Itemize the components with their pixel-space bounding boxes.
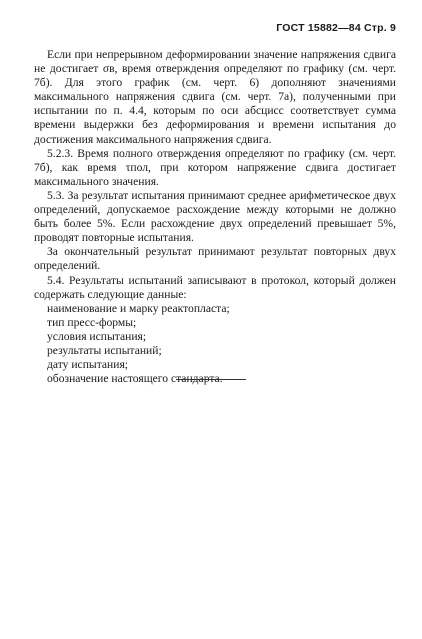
list-item: наименование и марку реактопласта; [47, 301, 230, 315]
paragraph-5-3: 5.3. За результат испытания принимают среднее арифметическое двух определений, допускаемое расхождение между которыми не должно быть более 5%. Если расхождение двух определений превышает 5%, проводят повторные испытания. [34, 188, 396, 245]
list-item: обозначение настоящего стандарта. [47, 372, 223, 386]
list-item: тип пресс-формы; [47, 315, 137, 329]
list-item: условия испытания; [47, 329, 147, 343]
paragraph-final-result: За окончательный результат принимают результат повторных двух определений. [34, 245, 396, 273]
list-item: результаты испытаний; [47, 343, 162, 357]
end-of-text-rule [176, 379, 246, 380]
paragraph-5-4: 5.4. Результаты испытаний записывают в протокол, который должен содержать следующие данные: [34, 273, 396, 301]
paragraph-5-2-3: 5.2.3. Время полного отверждения определяют по графику (см. черт. 7б), как время τпол, при котором напряжение сдвига достигает максимального значения. [34, 146, 396, 188]
list-item: дату испытания; [47, 358, 129, 372]
body-text [34, 48, 396, 386]
paragraph-cure-time-graph: Если при непрерывном деформировании значение напряжения сдвига не достигает σв, время отверждения определяют по графику (см. черт. 7б). Для этого график (см. черт. 6) дополняют значениями максимального напряжения сдвига (см. черт. 7а), полученными при испытании по п. 4.4, которым по оси абсцисс соответствует сумма времени выдержки без деформирования и времени испытания до достижения максимального напряжения сдвига. [34, 48, 396, 146]
running-header: ГОСТ 15882—84 Стр. 9 [276, 22, 396, 34]
